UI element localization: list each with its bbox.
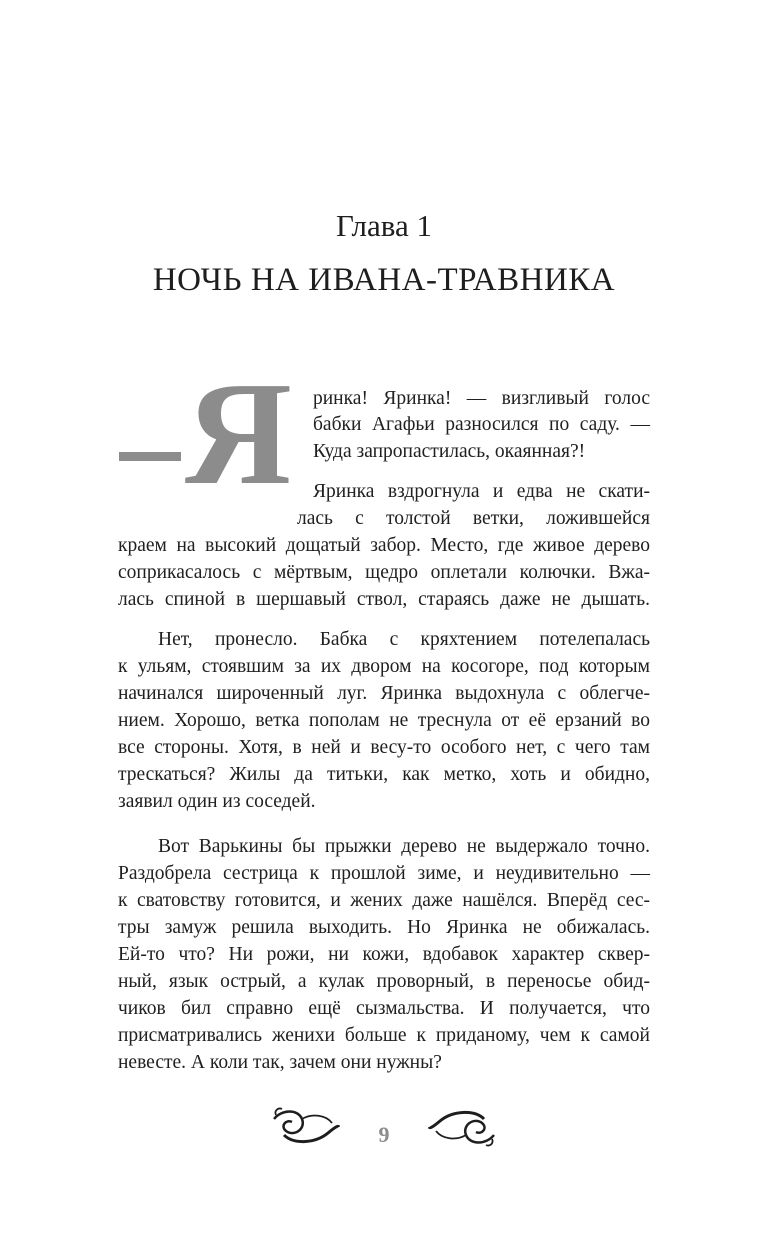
dropcap-dash: [119, 452, 181, 461]
text-line: трескаться? Жилы да титьки, как метко, хоть и обидно,: [118, 764, 650, 785]
text-line: Ей-то что? Ни рожи, ни кожи, вдобавок характер сквер-: [118, 944, 650, 965]
right-flourish-icon: [428, 1105, 496, 1149]
text-line: лась с толстой ветки, ложившейся: [297, 508, 650, 529]
text-line: присматривались женихи больше к приданому, чем к самой: [118, 1025, 650, 1046]
page-number: 9: [378, 1122, 390, 1147]
text-line: Вот Варькины бы прыжки дерево не выдержало точно.: [158, 836, 650, 857]
text-line: тры замуж решила выходить. Но Яринка не обижалась.: [118, 917, 650, 938]
text-line: Нет, пронесло. Бабка с кряхтением потелепалась: [158, 629, 650, 650]
text-line: ринка! Яринка! — визгливый голос: [313, 388, 650, 409]
text-line: все стороны. Хотя, в ней и весу-то особого нет, с чего там: [118, 737, 650, 758]
dropcap-letter: Я: [185, 352, 292, 516]
text-line: соприкасалось с мёртвым, щедро оплетали колючки. Вжа-: [118, 562, 650, 583]
text-line: нием. Хорошо, ветка пополам не треснула от её ерзаний во: [118, 710, 650, 731]
text-line: заявил один из соседей.: [118, 791, 316, 812]
text-line: лась спиной в шершавый ствол, стараясь даже не дышать.: [118, 589, 650, 610]
text-line: Яринка вздрогнула и едва не скати-: [313, 481, 650, 502]
text-line: Раздобрела сестрица к прошлой зиме, и неудивительно —: [118, 863, 650, 884]
text-line: начинался широченный луг. Яринка выдохнула с облегче-: [118, 683, 650, 704]
text-line: к сватовству готовится, и жених даже нашёлся. Вперёд сес-: [118, 890, 650, 911]
text-line: к ульям, стоявшим за их двором на косогоре, под которым: [118, 656, 650, 677]
text-line: чиков бил справно ещё сызмальства. И получается, что: [118, 998, 650, 1019]
text-line: невесте. А коли так, зачем они нужны?: [118, 1052, 442, 1073]
text-line: ный, язык острый, а кулак проворный, в переносье обид-: [118, 971, 650, 992]
text-line: Куда запропастилась, окаянная?!: [313, 441, 586, 462]
text-line: бабки Агафьи разносился по саду. —: [313, 414, 650, 435]
chapter-title: НОЧЬ НА ИВАНА-ТРАВНИКА: [152, 262, 616, 298]
text-line: краем на высокий дощатый забор. Место, где живое дерево: [118, 535, 650, 556]
chapter-number: Глава 1: [335, 208, 433, 243]
